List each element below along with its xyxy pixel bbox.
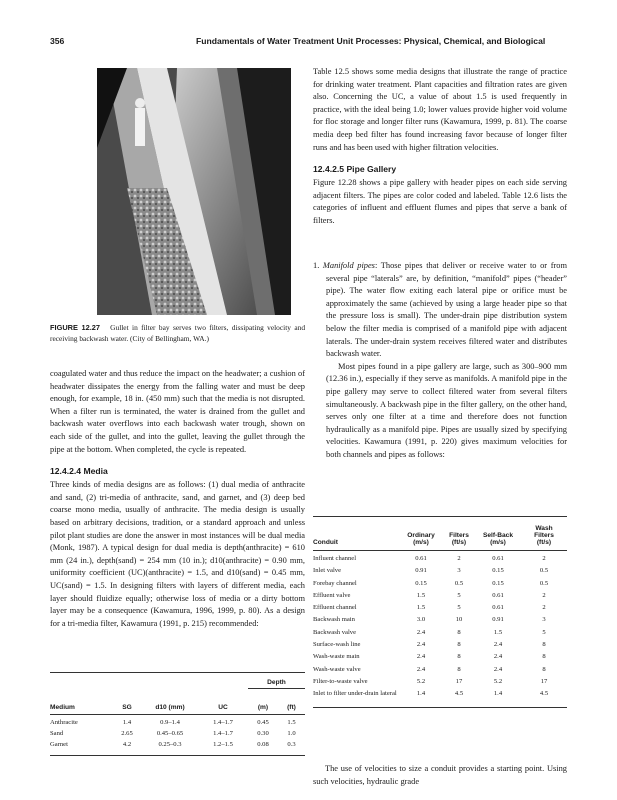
item-text: : Those pipes that deliver or receive water to or from several pipe “laterals” are, by definition, “manifold” pipes (“header” pipe). The water flow exiting each lateral pipe or orifice must be approximately the same (achieved by using a large header pipe so that the pressure loss is small). The under-drain pipe distribution system below the filter media is comprised of a manifold pipe with adjacent laterals. The under-drain system receives filtered water and distributes backwash water.	[326, 261, 567, 359]
table-row: Filter-to-waste valve 5.2 17 5.2 17	[313, 677, 548, 685]
table-row: Wash-waste valve 2.4 8 2.4 8	[313, 665, 546, 673]
item-number: 1.	[313, 261, 320, 270]
paragraph: coagulated water and thus reduce the impact on the headwater; a cushion of headwater dissipates the energy from the falling water and must be deep enough, for example, 18 in. (450 mm) such that the media is not disrupted. When a filter run is terminated, the water is drained from the gullet and backwash water overflows into each backwash water trough, shown on each side of the gullet, and into the gullet, leaving the gullet through the pipe at the bottom. When completed, the cycle is repeated.	[50, 369, 305, 454]
column-header: Self-Back	[482, 532, 514, 539]
table-row: Forebay channel 0.15 0.5 0.15 0.5	[313, 579, 549, 587]
table-row: Garnet 4.2 0.25–0.3 1.2–1.5 0.08 0.3	[50, 741, 296, 748]
figure-photo	[97, 68, 291, 315]
table-row: Backwash valve 2.4 8 1.5 5	[313, 628, 546, 636]
paragraph: Figure 12.28 shows a pipe gallery with header pipes on each side serving adjacent filters. The pipes are color coded and labeled. Table 12.6 lists the categories of influent and effluent flumes and pipes that serve a bank of filters.	[313, 178, 567, 225]
page-number: 356	[50, 36, 65, 46]
table-row: Inlet to filter under-drain lateral 1.4 4.5 1.4 4.5	[313, 690, 549, 698]
table-row: Inlet valve 0.91 3 0.15 0.5	[313, 567, 549, 575]
table-row: Effluent valve 1.5 5 0.61 2	[313, 591, 546, 599]
table-row: Influent channel 0.61 2 0.61 2	[313, 555, 546, 562]
column-header: Conduit	[313, 539, 338, 546]
paragraph: Three kinds of media designs are as follows: (1) dual media of anthracite and sand, (2) tri-media of anthracite, sand, and garnet, and (3) deep bed coarse mono media, usually of anthracite. The media design is usually based on arbitrary decisions, tradition, or a standard approach and unless pilot plant studies are done the answer in most instances will be dual media (Monk, 1987). A typical design for dual media is depth(anthracite) = 610 mm (24 in.), depth(sand) = 254 mm (10 in.); d10(anthracite) = 0.90 mm, uniformity coefficient (UC)(anthracite) = 1.5, and d10(sand) = 0.45 mm, UC(sand) = 1.5. In designing filters with layers of different media, each layer should fluidize equally; otherwise loss of media or a dirty bottom layer may be a consequence (Kawamura, 1996, 1999, p. 80). As a design for a tri-media filter, Kawamura (1991, p. 215) recommended:	[50, 480, 305, 628]
column-header: (ft)	[287, 704, 296, 711]
item-term: Manifold pipes	[322, 261, 375, 270]
table-row: Surface-wash line 2.4 8 2.4 8	[313, 641, 546, 649]
table-row: Sand 2.65 0.45–0.65 1.4–1.7 0.30 1.0	[50, 730, 296, 737]
paragraph: Most pipes found in a pipe gallery are large, such as 300–900 mm (12.36 in.), especially if they serve as manifolds. A manifold pipe in the pipe gallery may serve to collect filtered water from several filters simultaneously. A backwash pipe in the filter gallery, on the other hand, serves only one filter at a time and therefore does not function hydraulically as a manifold pipe. Pipes are usually sized by specifying velocities. Kawamura (1991, p. 220) gives maximum velocities for both channels and pipes as follows:	[326, 361, 567, 459]
column-unit: (ft/s)	[536, 539, 552, 546]
table-row: Backwash main 3.0 10 0.91 3	[313, 616, 546, 624]
column-header: (m)	[257, 704, 269, 711]
column-unit: (m/s)	[490, 539, 506, 546]
figure-caption	[50, 322, 305, 344]
column-header: Medium	[50, 704, 75, 711]
column-unit: (ft/s)	[451, 539, 467, 546]
velocity-table	[313, 516, 567, 708]
depth-header: Depth	[267, 679, 286, 686]
column-header: d10 (mm)	[155, 704, 185, 711]
paragraph: Table 12.5 shows some media designs that illustrate the range of practice for drinking water treatment. Plant capacities and filtration rates are given also. Concerning the UC, a value of about 1.5 is used frequently in practice, with the ideal being 1.0; lower values provide higher void volume for floc storage and longer filter runs (Kawamura, 1999, p. 81). The coarse media deep bed filter has found increasing favor because of longer filter runs and has been used with higher filtration velocities.	[313, 67, 567, 152]
figure-caption-text: Gullet in filter bay serves two filters, dissipating velocity and receiving backwash water. (City of Bellingham, WA.)	[50, 323, 306, 343]
column-header: SG	[122, 704, 132, 711]
column-header: Filters	[534, 532, 554, 539]
table-row: Anthracite 1.4 0.9–1.4 1.4–1.7 0.45 1.5	[50, 719, 296, 726]
column-header: Wash	[535, 525, 553, 532]
column-unit: (m/s)	[413, 539, 429, 546]
table-row: Effluent channel 1.5 5 0.61 2	[313, 604, 546, 612]
column-header: Filters	[449, 532, 469, 539]
right-column	[313, 66, 567, 228]
section-heading-pipe-gallery: 12.4.2.5 Pipe Gallery	[313, 164, 397, 175]
column-header: Ordinary	[407, 532, 435, 539]
section-heading-media: 12.4.2.4 Media	[50, 466, 108, 477]
column-header: UC	[218, 704, 228, 711]
manifold-pipes-item	[313, 260, 567, 462]
closing-paragraph: The use of velocities to size a conduit provides a starting point. Using such velocities, hydraulic grade	[313, 764, 567, 786]
left-column	[50, 368, 305, 630]
running-title: Fundamentals of Water Treatment Unit Processes: Physical, Chemical, and Biological	[196, 36, 546, 46]
table-row: Wash-waste main 2.4 8 2.4 8	[313, 653, 546, 661]
figure-label: FIGURE 12.27	[50, 323, 101, 332]
media-table	[50, 672, 305, 756]
